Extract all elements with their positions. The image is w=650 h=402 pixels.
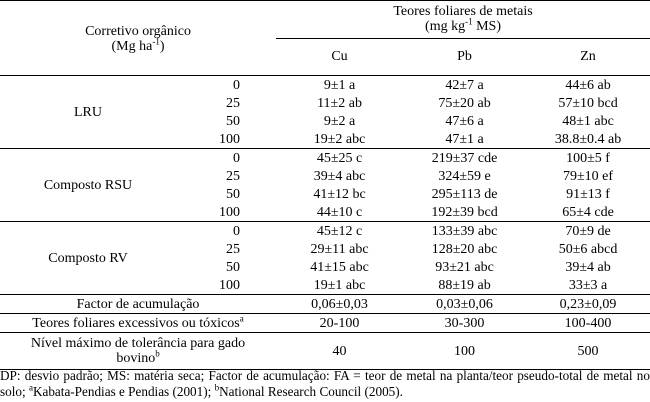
zn-cell: 100±5 f xyxy=(566,150,610,166)
tolerance-label xyxy=(0,333,276,370)
pb-cell: 42±7 a xyxy=(445,77,484,93)
zn-cell: 79±10 ef xyxy=(562,168,614,184)
group-label-rsu: Composto RSU xyxy=(0,149,176,222)
excess-label: Teores foliares excessivos ou tóxicos$^a$ xyxy=(0,314,276,333)
pb-cell: 128±20 abc xyxy=(431,241,498,257)
dose-cell: 50 xyxy=(226,186,241,202)
dose-cell: 100 xyxy=(176,203,276,222)
dose-cell: 25 xyxy=(226,241,241,257)
group-label-rv: Composto RV xyxy=(0,222,176,295)
cu-cell: 19±2 abc xyxy=(276,130,403,149)
pb-cell: 47±1 a xyxy=(403,130,526,149)
pb-cell: 93±21 abc xyxy=(435,259,494,275)
cu-cell: 39±4 abc xyxy=(313,168,366,184)
table-footnote: DP: desvio padrão; MS: matéria seca; Factor de acumulação: FA = teor de metal na planta/teor pseudo-total de metal no solo; $^a$Kabata-Pendias e Pendias (2001); $^b$National Research Council (2005). xyxy=(0,368,650,399)
pb-cell: 47±6 a xyxy=(445,113,484,129)
row-header-cell xyxy=(0,1,276,76)
factor-row xyxy=(0,295,650,314)
cu-cell: 11±2 ab xyxy=(317,95,362,111)
excess-row xyxy=(0,314,650,333)
column-group-title: Teores foliares de metais xyxy=(393,4,533,20)
row-header-line2: (Mg $ha^{-1}$) xyxy=(111,36,165,54)
pb-cell: 295±113 de xyxy=(431,186,498,202)
pb-cell: 324±59 e xyxy=(438,168,491,184)
dose-cell: 0 xyxy=(233,77,241,93)
zn-cell: 44±6 ab xyxy=(565,77,611,93)
cu-cell: 9±2 a xyxy=(323,113,356,129)
table-row xyxy=(0,222,650,241)
row-header-line1: Corretivo orgânico xyxy=(85,24,191,39)
column-header-zn: Zn xyxy=(526,38,650,76)
zn-cell: 65±4 cde xyxy=(526,203,650,222)
header-row-1 xyxy=(0,1,650,39)
dose-cell: 100 xyxy=(176,130,276,149)
dose-cell: 50 xyxy=(226,113,241,129)
pb-cell: 88±19 ab xyxy=(403,276,526,295)
pb-cell: 75±20 ab xyxy=(438,95,491,111)
cu-cell: 45±25 c xyxy=(316,150,363,166)
factor-label: Factor de acumulação xyxy=(0,295,276,314)
tolerance-row xyxy=(0,333,650,370)
dose-cell: 25 xyxy=(226,95,241,111)
excess-zn: 100-400 xyxy=(526,314,650,333)
column-header-pb: Pb xyxy=(403,38,526,76)
zn-cell: 91±13 f xyxy=(566,186,610,202)
zn-cell: 70±9 de xyxy=(565,223,611,239)
zn-cell: 48±1 abc xyxy=(562,113,614,129)
dose-cell: 100 xyxy=(176,276,276,295)
dose-cell: 50 xyxy=(226,259,241,275)
cu-cell: 44±10 c xyxy=(276,203,403,222)
cu-cell: 41±15 abc xyxy=(310,259,369,275)
tolerance-pb: 100 xyxy=(403,333,526,370)
cu-cell: 29±11 abc xyxy=(310,241,369,257)
tolerance-label-line1: Nível máximo de tolerância para gado xyxy=(30,336,246,351)
column-group-unit: (mg $kg^{-1}$ MS) xyxy=(425,16,501,35)
cu-cell: 9±1 a xyxy=(323,77,356,93)
dose-cell: 0 xyxy=(233,223,241,239)
table-row xyxy=(0,149,650,168)
factor-cu: 0,06±0,03 xyxy=(276,295,403,314)
zn-cell: 50±6 abcd xyxy=(558,241,618,257)
factor-zn: 0,23±0,09 xyxy=(526,295,650,314)
cu-cell: 45±12 c xyxy=(316,223,363,239)
excess-cu: 20-100 xyxy=(276,314,403,333)
zn-cell: 39±4 ab xyxy=(565,259,611,275)
pb-cell: 219±37 cde xyxy=(431,150,498,166)
group-label-lru: LRU xyxy=(0,76,176,149)
zn-cell: 57±10 bcd xyxy=(558,95,618,111)
excess-pb: 30-300 xyxy=(403,314,526,333)
tolerance-zn: 500 xyxy=(526,333,650,370)
cu-cell: 41±12 bc xyxy=(313,186,366,202)
cu-cell: 19±1 abc xyxy=(276,276,403,295)
dose-cell: 25 xyxy=(226,168,241,184)
zn-cell: 33±3 a xyxy=(526,276,650,295)
table-row xyxy=(0,76,650,95)
pb-cell: 192±39 bcd xyxy=(403,203,526,222)
tolerance-label-line2: bovino$^b$ xyxy=(116,348,160,366)
tolerance-cu: 40 xyxy=(276,333,403,370)
factor-pb: 0,03±0,06 xyxy=(403,295,526,314)
column-header-cu: Cu xyxy=(276,38,403,76)
dose-cell: 0 xyxy=(233,150,241,166)
column-group-header xyxy=(276,1,650,39)
pb-cell: 133±39 abc xyxy=(431,223,498,239)
zn-cell: 38.8±0.4 ab xyxy=(526,130,650,149)
